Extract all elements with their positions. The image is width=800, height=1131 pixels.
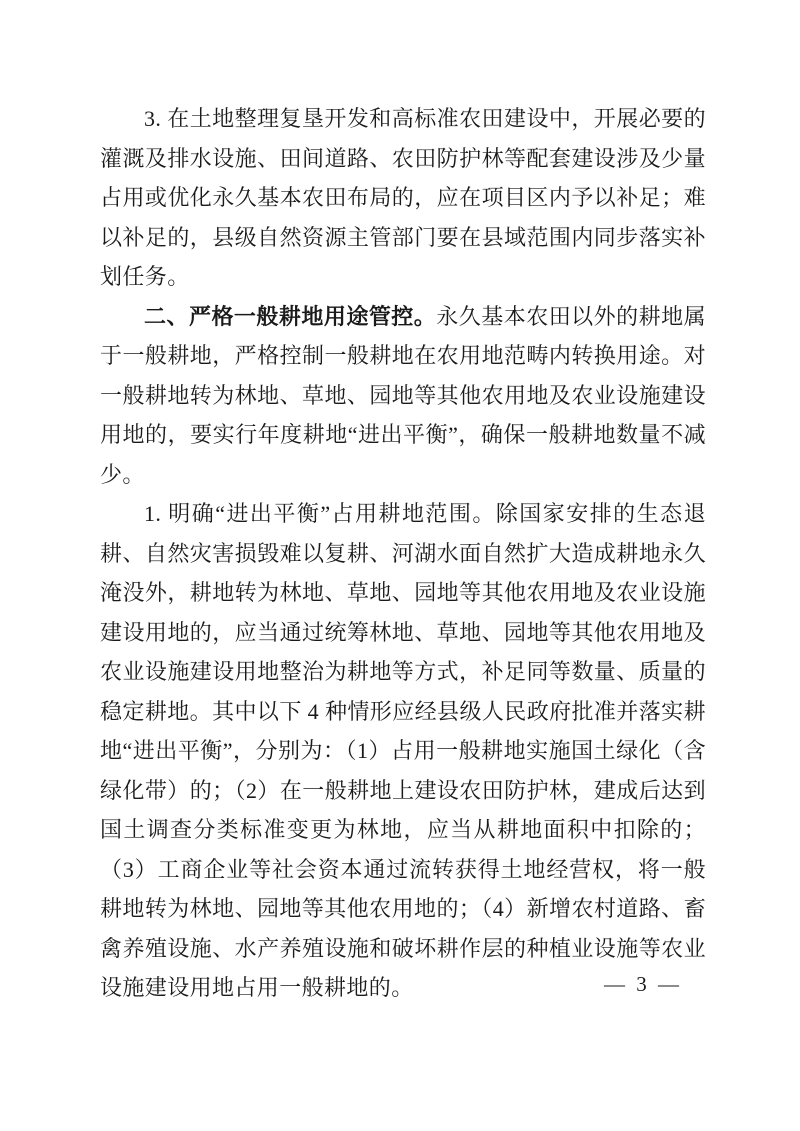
section-heading: 二、严格一般耕地用途管控。 — [144, 303, 437, 329]
paragraph-section-two — [100, 297, 706, 495]
section-body-text: 永久基本农田以外的耕地属于一般耕地，严格控制一般耕地在农用地范畴内转换用途。对一般耕地转为林地、草地、园地等其他农用地及农业设施建设用地的，要实行年度耕地“进出平衡”，确保一般耕地数量不减少。 — [100, 303, 706, 487]
page-number: — 3 — — [604, 972, 682, 996]
document-body — [100, 99, 706, 1008]
paragraph-item-1: 1. 明确“进出平衡”占用耕地范围。除国家安排的生态退耕、自然灾害损毁难以复耕、河湖水面自然扩大造成耕地永久淹没外，耕地转为林地、草地、园地等其他农用地及农业设施建设用地的，应当通过统筹林地、草地、园地等其他农用地及农业设施建设用地整治为耕地等方式，补足同等数量、质量的稳定耕地。其中以下 4 种情形应经县级人民政府批准并落实耕地“进出平衡”，分别为：（1）占用一般耕地实施国土绿化（含绿化带）的；（2）在一般耕地上建设农田防护林，建成后达到国土调查分类标准变更为林地，应当从耕地面积中扣除的；（3）工商企业等社会资本通过流转获得土地经营权，将一般耕地转为林地、园地等其他农用地的；（4）新增农村道路、畜禽养殖设施、水产养殖设施和破坏耕作层的种植业设施等农业设施建设用地占用一般耕地的。 — [100, 501, 706, 1000]
page-footer — [604, 972, 682, 997]
paragraph-item-3: 3. 在土地整理复垦开发和高标准农田建设中，开展必要的灌溉及排水设施、田间道路、农田防护林等配套建设涉及少量占用或优化永久基本农田布局的，应在项目区内予以补足；难以补足的，县级自然资源主管部门要在县域范围内同步落实补划任务。 — [100, 106, 706, 289]
